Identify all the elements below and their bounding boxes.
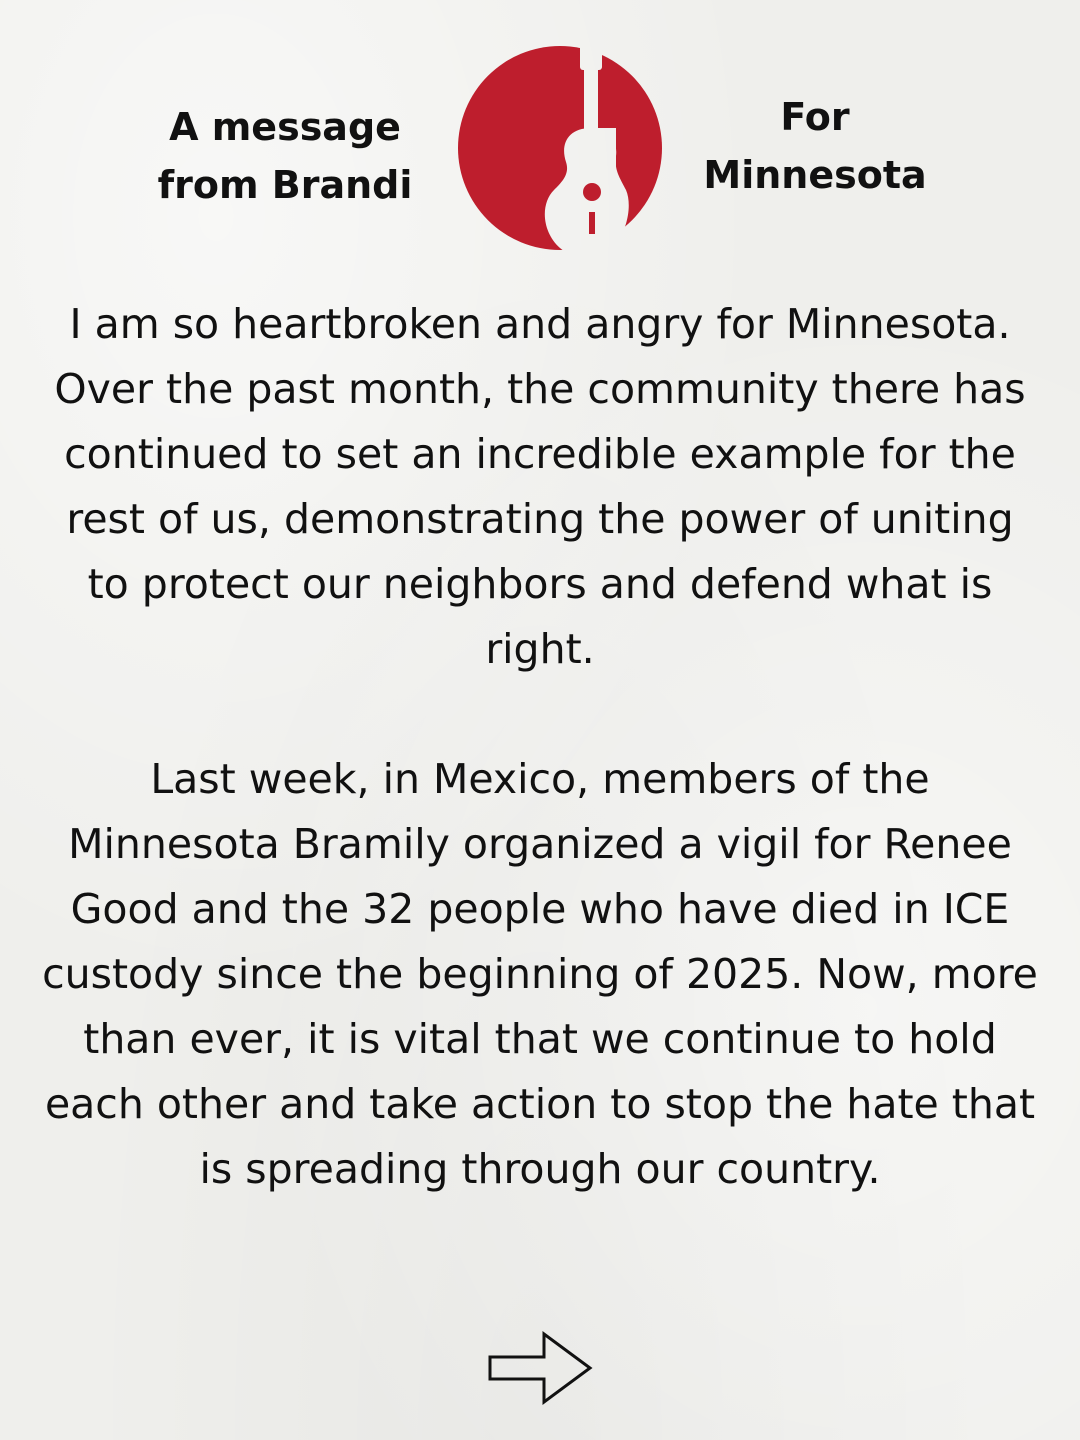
message-paragraph-2: Last week, in Mexico, members of the Minnesota Bramily organized a vigil for Renee Good and the 32 people who have died in ICE custody since the beginning of 2025. Now, more than ever, it is vital that we continue to hold each other and take action to stop the hate that is spreading through our country. [42,755,1038,1193]
header-for-minnesota [690,88,940,204]
header-left-line1: A message [169,105,401,149]
guitar-circle-logo-icon [456,44,666,254]
header-left-line2: from Brandi [157,163,413,207]
header-right-line2: Minnesota [703,153,927,197]
header-message-from-brandi [150,98,420,214]
arrow-right-icon[interactable] [486,1330,594,1406]
message-paragraph-1: I am so heartbroken and angry for Minnesota. Over the past month, the community there has continued to set an incredible example for the rest of us, demonstrating the power of uniting to protect our neighbors and defend what is right. [54,300,1026,673]
message-body [40,292,1040,1202]
header [0,0,1080,270]
header-right-line1: For [780,95,850,139]
